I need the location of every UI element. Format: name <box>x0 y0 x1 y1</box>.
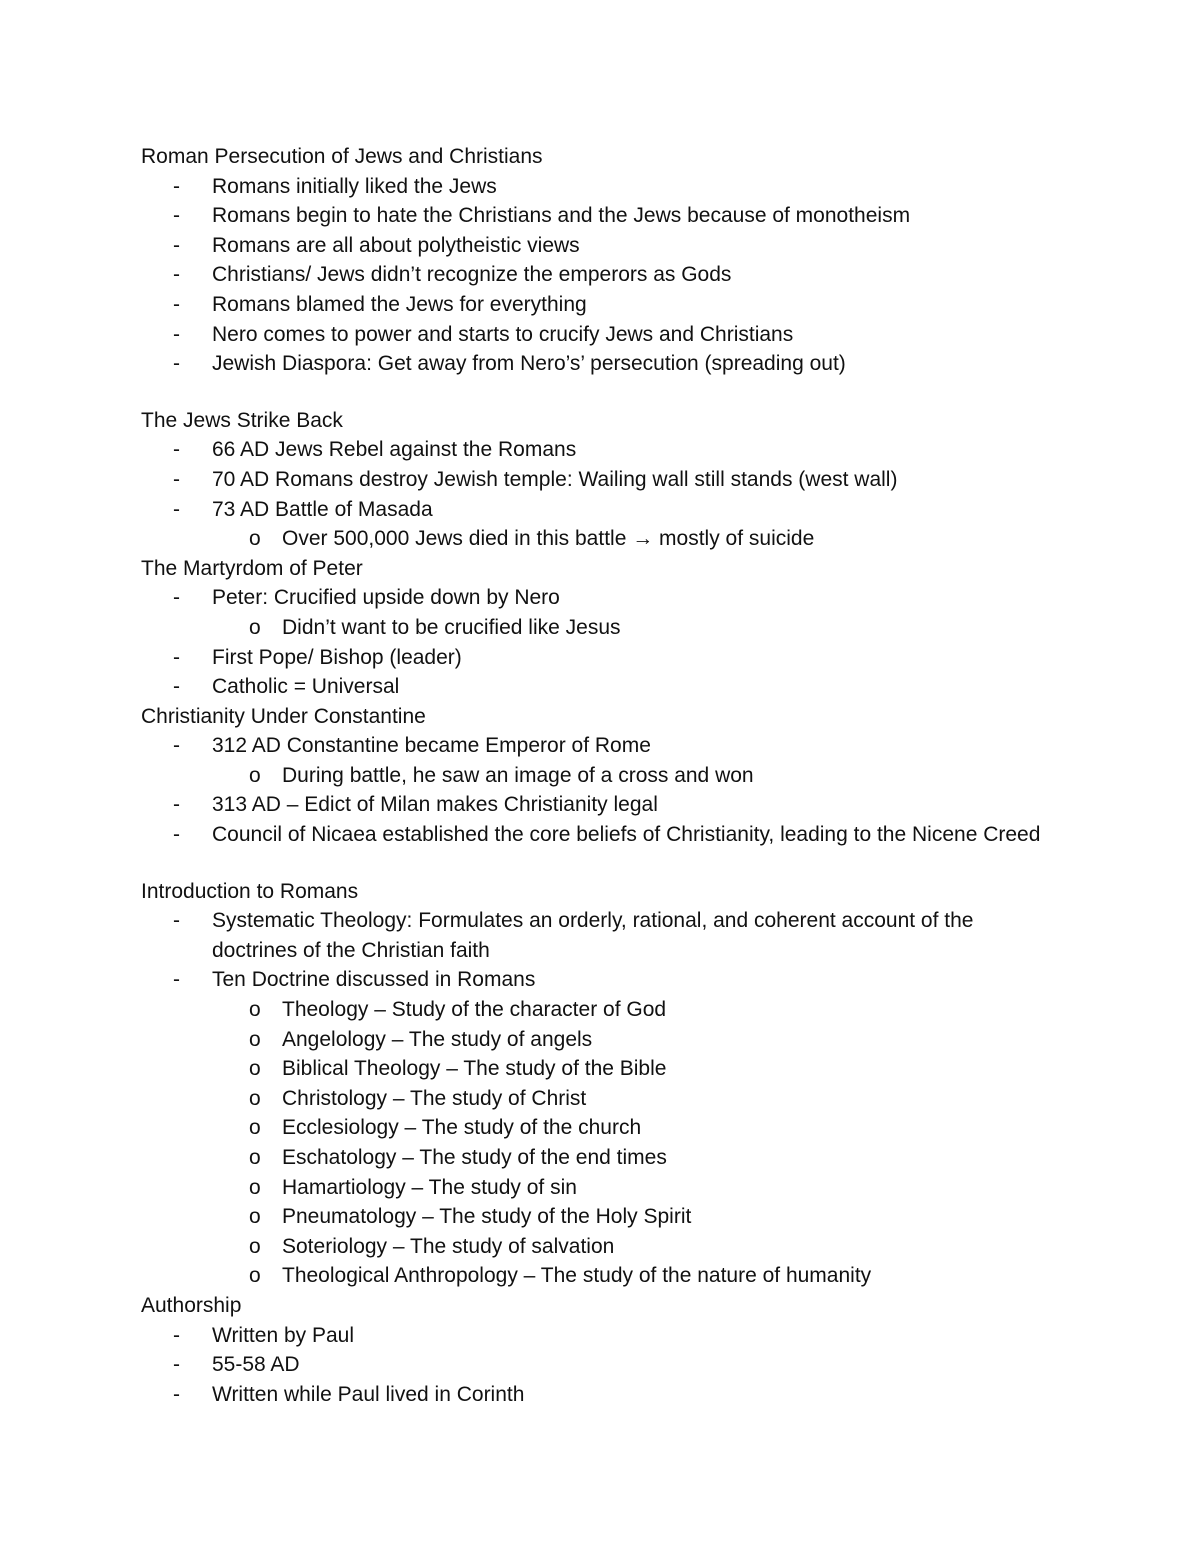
sub-list-item: o Soteriology – The study of salvation <box>141 1232 1141 1262</box>
list-item: - Peter: Crucified upside down by Nero <box>141 583 1141 613</box>
section-heading: Roman Persecution of Jews and Christians <box>141 145 543 168</box>
dash-bullet: - <box>173 352 180 376</box>
section-gap <box>141 379 1141 406</box>
right-arrow-icon: → <box>632 527 654 551</box>
sub-list-item: o Ecclesiology – The study of the church <box>141 1113 1141 1143</box>
circle-bullet: o <box>249 527 261 551</box>
section-gap <box>141 850 1141 877</box>
dash-bullet: - <box>173 823 180 847</box>
dash-bullet: - <box>173 586 180 610</box>
list-item: - Romans initially liked the Jews <box>141 172 1141 202</box>
dash-bullet: - <box>173 292 180 316</box>
list-item: - Systematic Theology: Formulates an orderly, rational, and coherent account of the doctrines of the Christian faith <box>141 906 1022 965</box>
list-item: - Nero comes to power and starts to crucify Jews and Christians <box>141 320 1141 350</box>
dash-bullet: - <box>173 909 180 933</box>
dash-bullet: - <box>173 233 180 257</box>
section-heading: The Martyrdom of Peter <box>141 556 363 580</box>
dash-bullet: - <box>173 1382 180 1406</box>
dash-bullet: - <box>173 1353 180 1377</box>
list-item: - Council of Nicaea established the core beliefs of Christianity, leading to the Nicene Creed <box>141 820 1141 850</box>
sub-list-item: o Eschatology – The study of the end times <box>141 1143 1141 1173</box>
sub-list-item: o Theology – Study of the character of God <box>141 995 1141 1025</box>
list-item: - Christians/ Jews didn’t recognize the emperors as Gods <box>141 260 1141 290</box>
dash-bullet: - <box>173 174 180 198</box>
dash-bullet: - <box>173 497 180 521</box>
circle-bullet: o <box>249 763 261 787</box>
section-heading: The Jews Strike Back <box>141 408 343 432</box>
circle-bullet: o <box>249 1146 261 1169</box>
circle-bullet: o <box>249 1116 261 1140</box>
list-item: - Romans are all about polytheistic views <box>141 231 1141 261</box>
list-item: - Written by Paul <box>141 1321 1141 1351</box>
sub-list-item: o Theological Anthropology – The study of the nature of humanity <box>141 1261 1141 1291</box>
dash-bullet: - <box>173 968 180 992</box>
list-item: - First Pope/ Bishop (leader) <box>141 643 1141 673</box>
circle-bullet: o <box>249 998 261 1022</box>
sub-list-item: o Didn’t want to be crucified like Jesus <box>141 613 1141 643</box>
sub-list-item: o During battle, he saw an image of a cross and won <box>141 761 1141 791</box>
list-item: - Jewish Diaspora: Get away from Nero’s’ persecution (spreading out) <box>141 349 1141 379</box>
list-item: - Romans blamed the Jews for everything <box>141 290 1141 320</box>
list-item: - 73 AD Battle of Masada <box>141 495 1141 525</box>
section-heading: Christianity Under Constantine <box>141 704 426 728</box>
dash-bullet: - <box>173 467 180 491</box>
sub-list-item: o Pneumatology – The study of the Holy Spirit <box>141 1202 1141 1232</box>
dash-bullet: - <box>173 734 180 758</box>
circle-bullet: o <box>249 1234 261 1258</box>
dash-bullet: - <box>173 438 180 462</box>
dash-bullet: - <box>173 675 180 699</box>
notes-content <box>141 142 1141 1409</box>
circle-bullet: o <box>249 1205 261 1229</box>
dash-bullet: - <box>173 793 180 817</box>
sub-list-item: o Over 500,000 Jews died in this battle → mostly of suicide <box>141 524 1141 554</box>
list-item: - Ten Doctrine discussed in Romans <box>141 965 1141 995</box>
list-item: - Romans begin to hate the Christians and the Jews because of monotheism <box>141 201 1141 231</box>
circle-bullet: o <box>249 615 261 639</box>
dash-bullet: - <box>173 204 180 228</box>
circle-bullet: o <box>249 1264 261 1288</box>
list-item: - Written while Paul lived in Corinth <box>141 1380 1141 1410</box>
dash-bullet: - <box>173 322 180 346</box>
circle-bullet: o <box>249 1057 261 1081</box>
sub-list-item: o Christology – The study of Christ <box>141 1084 1141 1114</box>
sub-list-item: o Biblical Theology – The study of the Bible <box>141 1054 1141 1084</box>
circle-bullet: o <box>249 1027 261 1051</box>
section-heading: Authorship <box>141 1293 242 1317</box>
dash-bullet: - <box>173 1323 180 1347</box>
section-heading: Introduction to Romans <box>141 879 359 903</box>
dash-bullet: - <box>173 645 180 669</box>
sub-list-item: o Hamartiology – The study of sin <box>141 1173 1141 1203</box>
list-item: - 66 AD Jews Rebel against the Romans <box>141 435 1141 465</box>
list-item: - 55-58 AD <box>141 1350 1141 1380</box>
sub-list-item: o Angelology – The study of angels <box>141 1025 1141 1055</box>
circle-bullet: o <box>249 1175 261 1199</box>
circle-bullet: o <box>249 1086 261 1110</box>
list-item: - 313 AD – Edict of Milan makes Christianity legal <box>141 790 1141 820</box>
dash-bullet: - <box>173 263 180 287</box>
list-item: - Catholic = Universal <box>141 672 1141 702</box>
list-item: - 70 AD Romans destroy Jewish temple: Wailing wall still stands (west wall) <box>141 465 1141 495</box>
list-item: - 312 AD Constantine became Emperor of Rome <box>141 731 1141 761</box>
